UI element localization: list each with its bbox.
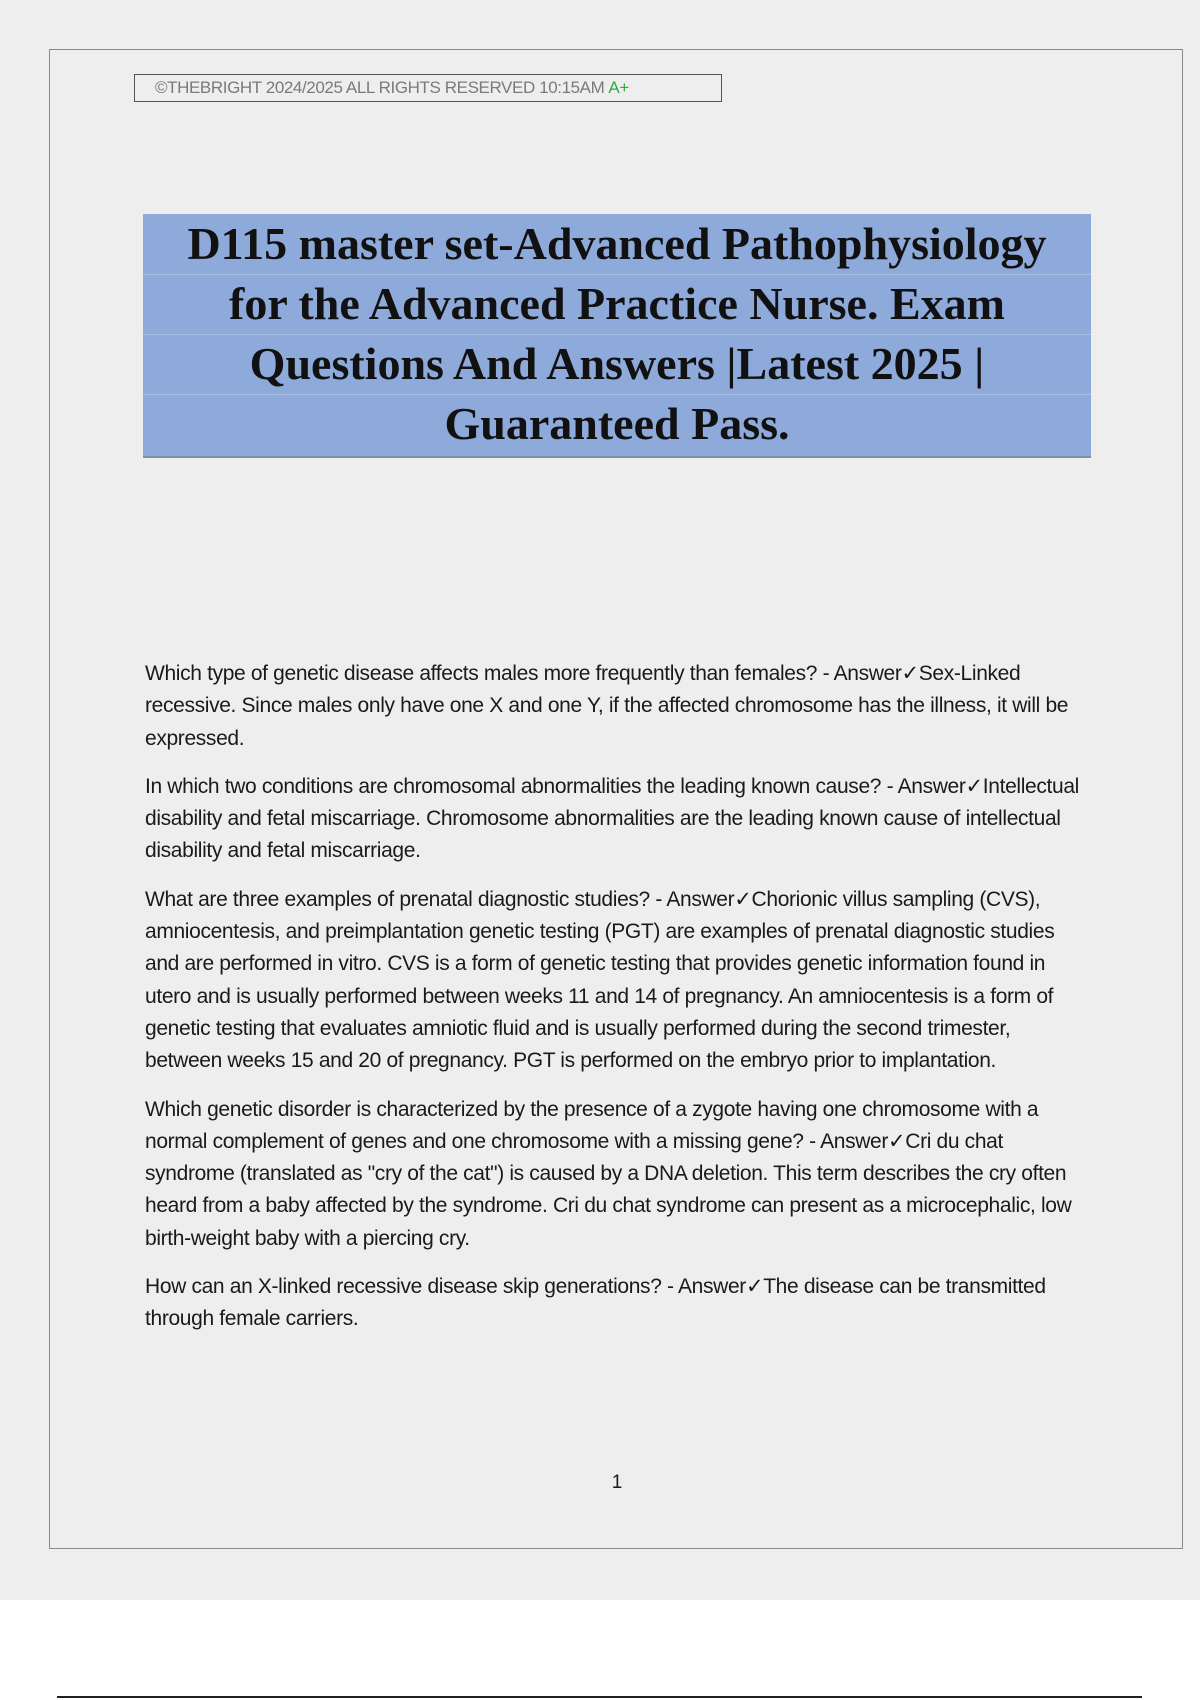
qa-item: How can an X-linked recessive disease skip generations? - Answer✓The disease can be transmitted through female carriers. xyxy=(145,1275,1046,1331)
question-text: Which type of genetic disease affects males more frequently than females? xyxy=(145,662,818,685)
checkmark-icon: ✓ xyxy=(901,662,919,685)
qa-item: Which type of genetic disease affects males more frequently than females? - Answer✓Sex-Linked recessive. Since males only have one X and one Y, if the affected chromosome has the illness, it will be expressed. xyxy=(145,662,1069,750)
question-text: Which genetic disorder is characterized by the presence of a zygote having one chromosome with a normal complement of genes and one chromosome with a missing gene? xyxy=(145,1097,1039,1153)
answer-label: Answer xyxy=(678,1275,746,1299)
qa-item: In which two conditions are chromosomal abnormalities the leading known cause? - Answer✓Intellectual disability and fetal miscarriage. Chromosome abnormalities are the leading known cause of intellectual disability and fetal miscarriage. xyxy=(145,774,1079,863)
question-text: How can an X-linked recessive disease skip generations? xyxy=(145,1275,662,1299)
checkmark-icon: ✓ xyxy=(888,1129,906,1153)
qa-item: Which genetic disorder is characterized by the presence of a zygote having one chromosome with a normal complement of genes and one chromosome with a missing gene? - Answer✓Cri du chat syndrome (translated as "cry of the cat") is caused by a DNA deletion. This term describes the cry often heard from a baby affected by the syndrome. Cri du chat syndrome can present as a microcephalic, low birth-weight baby with a piercing cry. xyxy=(145,1097,1072,1250)
answer-text: Cri du chat syndrome (translated as "cry of the cat") is caused by a DNA deletion. This term describes the cry often heard from a baby affected by the syndrome. Cri du chat syndrome can present as a microcephalic, low birth-weight baby with a piercing cry. xyxy=(145,1129,1072,1250)
answer-text: Sex-Linked recessive. Since males only have one X and one Y, if the affected chromosome has the illness, it will be expressed. xyxy=(145,662,1069,750)
title-line: D115 master set-Advanced Pathophysiology xyxy=(187,218,1047,269)
copyright-header xyxy=(134,74,722,102)
page-number: 1 xyxy=(611,1472,623,1493)
answer-text: Chorionic villus sampling (CVS), amniocentesis, and preimplantation genetic testing (PGT) are examples of prenatal diagnostic studies and are performed in vitro. CVS is a form of genetic testing that provides genetic information found in utero and is usually performed between weeks 11 and 14 of pregnancy. An amniocentesis is a form of genetic testing that evaluates amniotic fluid and is usually performed during the second trimester, between weeks 15 and 20 of pregnancy. PGT is performed on the embryo prior to implantation. xyxy=(145,887,1055,1073)
answer-label: Answer xyxy=(833,662,902,685)
answer-label: Answer xyxy=(666,887,735,911)
copyright-text: ©THEBRIGHT 2024/2025 ALL RIGHTS RESERVED 10:15AM xyxy=(155,78,605,97)
question-answer-list xyxy=(145,658,1085,1352)
document-title xyxy=(143,214,1091,458)
answer-label: Answer xyxy=(897,774,966,798)
title-line: Questions And Answers |Latest 2025 | xyxy=(249,338,985,389)
qa-item: What are three examples of prenatal diagnostic studies? - Answer✓Chorionic villus sampling (CVS), amniocentesis, and preimplantation genetic testing (PGT) are examples of prenatal diagnostic studies and are performed in vitro. CVS is a form of genetic testing that provides genetic information found in utero and is usually performed between weeks 11 and 14 of pregnancy. An amniocentesis is a form of genetic testing that evaluates amniotic fluid and is usually performed during the second trimester, between weeks 15 and 20 of pregnancy. PGT is performed on the embryo prior to implantation. xyxy=(145,887,1055,1073)
answer-text: Intellectual disability and fetal miscarriage. Chromosome abnormalities are the leading known cause of intellectual disability and fetal miscarriage. xyxy=(145,774,1079,863)
title-line: Guaranteed Pass. xyxy=(444,398,790,449)
checkmark-icon: ✓ xyxy=(734,887,752,911)
question-text: In which two conditions are chromosomal abnormalities the leading known cause? xyxy=(145,774,882,798)
grade-badge: A+ xyxy=(608,78,629,97)
question-text: What are three examples of prenatal diagnostic studies? xyxy=(145,887,650,911)
footer-divider xyxy=(57,1696,1142,1698)
answer-label: Answer xyxy=(820,1129,889,1153)
answer-text: The disease can be transmitted through female carriers. xyxy=(145,1275,1046,1331)
title-line: for the Advanced Practice Nurse. Exam xyxy=(229,278,1005,329)
checkmark-icon: ✓ xyxy=(745,1275,764,1299)
checkmark-icon: ✓ xyxy=(965,774,983,798)
